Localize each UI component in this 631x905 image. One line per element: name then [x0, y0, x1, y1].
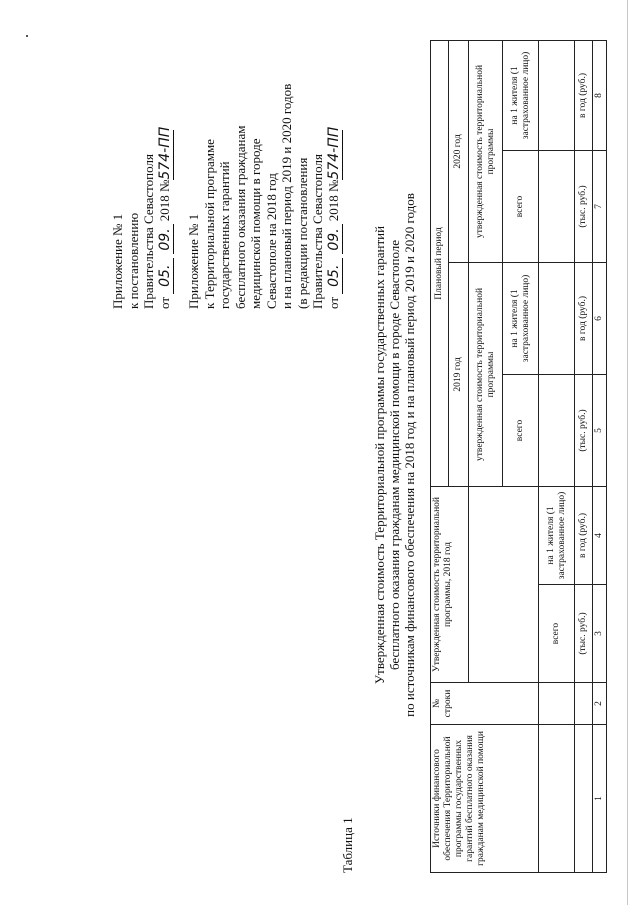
annex-2-line-2: к Территориальной программе	[201, 139, 217, 309]
annex-2-month: 09.	[327, 224, 344, 254]
annex-2-year-no: 2018 №	[325, 179, 341, 222]
header-empty-2018	[469, 486, 539, 682]
header-row-number: № строки	[431, 683, 539, 725]
header-year-2019: 2019 год	[449, 262, 469, 486]
header-cost-2018: Утвержденная стоимость территориальной программы, 2018 год	[431, 486, 469, 682]
column-number: 6	[593, 262, 607, 374]
annex-2-line-9: Правительства Севастополя	[310, 154, 325, 309]
header-planned-period: Плановый период	[431, 40, 449, 486]
column-number: 4	[593, 486, 607, 584]
annex-2-line-6: Севастополе на 2018 год	[263, 173, 279, 309]
title-line-2: бесплатного оказания гражданам медицинской помощи в городе Севастополе	[387, 239, 402, 671]
annex-2-number: 574-ПП	[325, 126, 342, 180]
column-number: 8	[593, 40, 607, 150]
annex-2-title: Приложение № 1	[186, 213, 201, 309]
header-2018-total: всего	[539, 585, 575, 683]
header-2020-per-capita: на 1 жителя (1 застрахованное лицо)	[503, 40, 539, 150]
header-2020-total: всего	[503, 150, 539, 262]
scan-speck	[26, 35, 28, 37]
annex-2-ot: от	[325, 296, 341, 309]
header-empty-2019-per	[539, 262, 575, 374]
cost-table	[430, 40, 607, 873]
title-line-1: Утвержденная стоимость Территориальной программы государственных гарантий	[372, 225, 387, 685]
unit-2018-total: (тыс. руб.)	[575, 585, 593, 683]
annex-2-day: 05.	[327, 258, 344, 294]
unit-2019-total: (тыс. руб.)	[575, 374, 593, 486]
column-number: 2	[593, 683, 607, 725]
annex-2-block	[186, 84, 343, 309]
header-2019-total: всего	[503, 374, 539, 486]
column-number: 5	[593, 374, 607, 486]
annex-1-block	[110, 126, 174, 309]
header-cost-2020: утвержденная стоимость территориальной программы	[469, 40, 503, 262]
title-line-3: по источникам финансового обеспечения на 2018 год и на плановый период 2019 и 2020 годов	[402, 193, 417, 717]
header-empty-source	[539, 725, 575, 873]
annex-1-title: Приложение № 1	[110, 213, 125, 309]
annex-1-month: 09.	[158, 224, 175, 254]
annex-1-line-2: к постановлению	[125, 212, 141, 309]
annex-1-line-3: Правительства Севастополя	[141, 154, 156, 309]
annex-2-date-line	[326, 84, 344, 309]
annex-1-ot: от	[156, 296, 172, 309]
header-cost-2019: утвержденная стоимость территориальной программы	[469, 262, 503, 486]
unit-2020-total: (тыс. руб.)	[575, 150, 593, 262]
annex-2-line-3: государственных гарантий	[217, 161, 232, 309]
table-label: Таблица 1	[340, 817, 355, 873]
document-title	[372, 175, 417, 735]
annex-2-line-4: бесплатного оказания гражданам	[232, 125, 248, 309]
annex-1-day: 05.	[158, 258, 175, 294]
annex-1-number: 574-ПП	[156, 126, 173, 180]
annex-1-year-no: 2018 №	[156, 179, 172, 222]
unit-2018-per-capita: в год (руб.)	[575, 486, 593, 584]
unit-empty-source	[575, 725, 593, 873]
header-2018-per-capita: на 1 жителя (1 застрахованное лицо)	[539, 486, 575, 584]
unit-empty-row	[575, 683, 593, 725]
header-source: Источники финансового обеспечения Территориальной программы государственных гарантий бесплатного оказания гражданам медицинской помощи	[431, 725, 539, 873]
unit-2020-per-capita: в год (руб.)	[575, 40, 593, 150]
header-2019-per-capita: на 1 жителя (1 застрахованное лицо)	[503, 262, 539, 374]
header-empty-2020-per	[539, 40, 575, 150]
column-number: 3	[593, 585, 607, 683]
column-number: 1	[593, 725, 607, 873]
column-number: 7	[593, 150, 607, 262]
header-empty-2019-total	[539, 374, 575, 486]
scan-edge-line	[627, 0, 628, 905]
header-year-2020: 2020 год	[449, 40, 469, 262]
annex-2-line-7: и на плановый период 2019 и 2020 годов	[279, 83, 294, 309]
unit-2019-per-capita: в год (руб.)	[575, 262, 593, 374]
annex-1-date-line	[156, 126, 175, 309]
header-empty-row	[539, 683, 575, 725]
annex-2-line-5: медицинской помощи в городе	[248, 138, 263, 309]
annex-2-line-8: (в редакции постановления	[294, 157, 310, 309]
header-empty-2020-total	[539, 150, 575, 262]
